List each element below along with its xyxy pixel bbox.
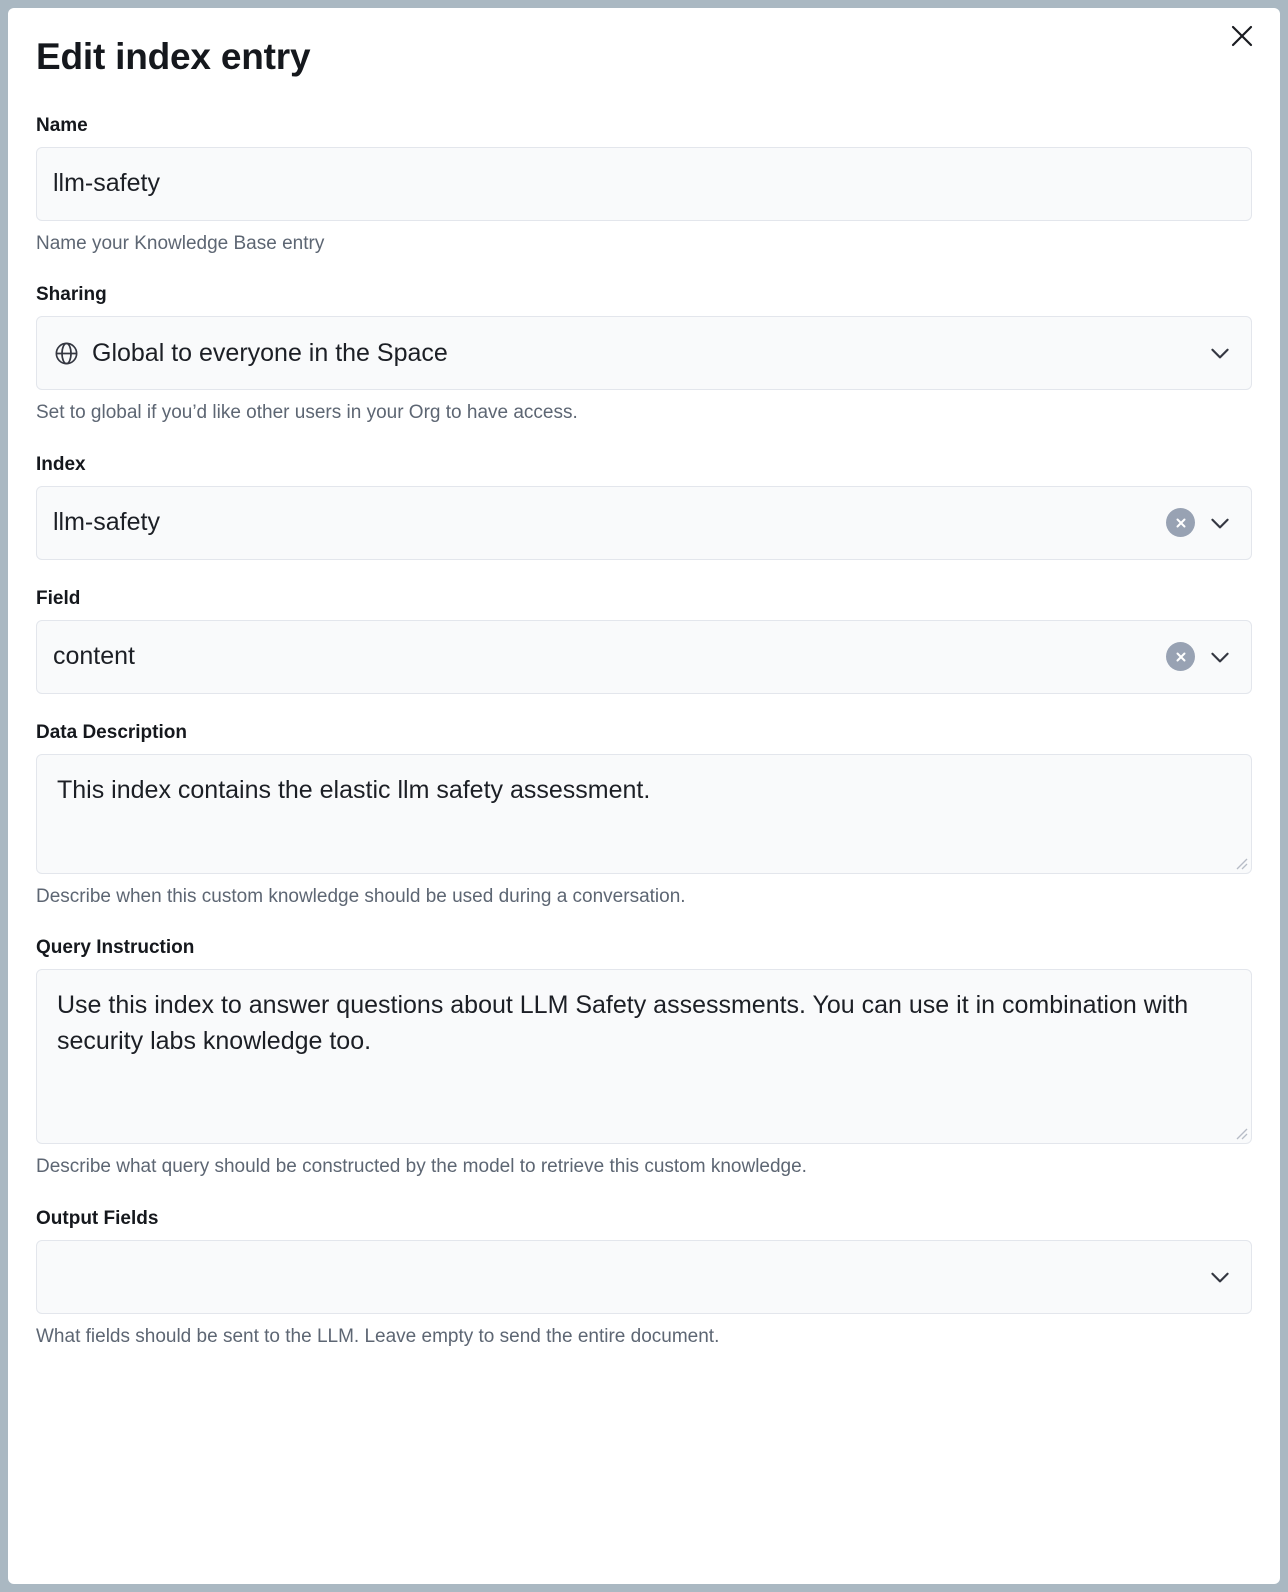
field-value: content [53,642,136,671]
chevron-down-icon[interactable] [1205,1262,1235,1292]
name-helper-text: Name your Knowledge Base entry [36,232,325,254]
chevron-down-icon[interactable] [1205,338,1235,368]
data-description-helper-text: Describe when this custom knowledge should be used during a conversation. [36,885,686,907]
data-description-field-group [36,722,1252,910]
chevron-down-icon[interactable] [1205,508,1235,538]
query-instruction-label: Query Instruction [36,937,195,959]
output-fields-field-group [36,1208,1252,1350]
output-fields-label: Output Fields [36,1208,159,1230]
index-value: llm-safety [53,508,160,537]
field-select[interactable] [36,620,1252,694]
index-label: Index [36,453,86,475]
output-fields-helper-text: What fields should be sent to the LLM. Leave empty to send the entire document. [36,1326,720,1348]
index-field-group [36,454,1252,560]
sharing-helper-text: Set to global if you’d like other users in your Org to have access. [36,402,578,424]
sharing-label: Sharing [36,284,107,306]
clear-icon[interactable] [1166,642,1195,671]
globe-icon [53,340,80,367]
data-description-label: Data Description [36,721,187,743]
query-instruction-field-group [36,937,1252,1180]
edit-index-entry-dialog [8,8,1280,1584]
name-value: llm-safety [53,169,160,198]
query-instruction-helper-text: Describe what query should be constructed by the model to retrieve this custom knowledge. [36,1156,807,1178]
name-field-group [36,115,1252,257]
clear-icon[interactable] [1166,508,1195,537]
name-input[interactable] [36,147,1252,221]
output-fields-select[interactable] [36,1240,1252,1314]
data-description-textarea[interactable]: This index contains the elastic llm safety assessment. [36,754,1252,874]
chevron-down-icon[interactable] [1205,642,1235,672]
index-select[interactable] [36,486,1252,560]
page-title: Edit index entry [36,36,311,77]
sharing-select[interactable] [36,316,1252,390]
name-label: Name [36,114,88,136]
field-field-group [36,588,1252,694]
sharing-field-group [36,284,1252,426]
query-instruction-textarea[interactable]: Use this index to answer questions about LLM Safety assessments. You can use it in combination with security labs knowledge too. [36,969,1252,1144]
dialog-content [8,8,1280,1350]
sharing-value: Global to everyone in the Space [92,338,448,367]
close-icon[interactable] [1224,18,1260,54]
field-label: Field [36,587,81,609]
